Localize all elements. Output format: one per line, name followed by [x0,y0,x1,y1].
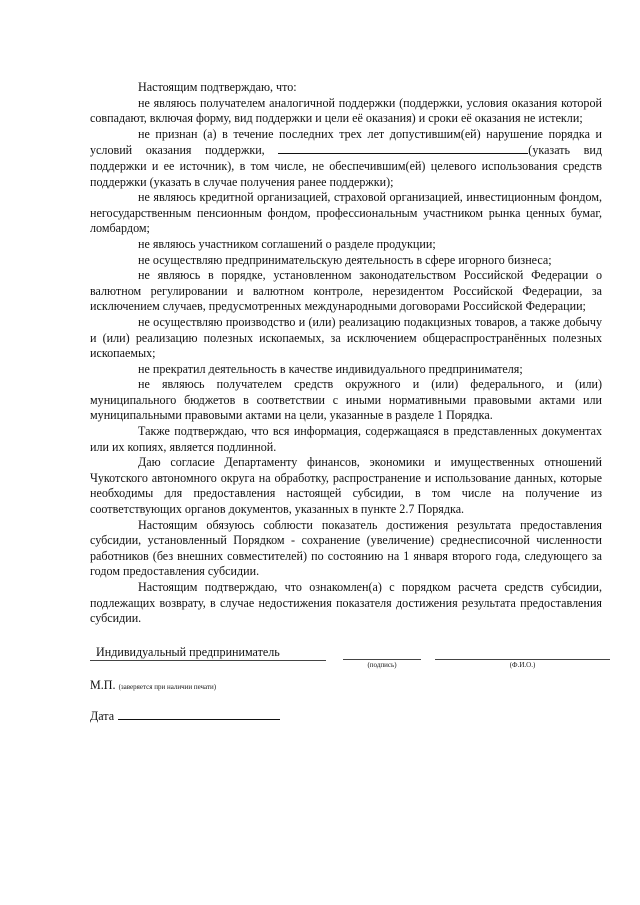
item-not-psa: не являюсь участником соглашений о разделе продукции; [138,236,436,251]
item-not-terminated: не прекратил деятельность в качестве индивидуального предпринимателя; [138,361,523,376]
full-name-caption: (Ф.И.О.) [509,661,536,669]
signature-caption: (подпись) [367,661,397,669]
paragraph-obligation: Настоящим обязуюсь соблюсти показатель достижения результата предоставления субсидии, установленный Порядком - сохранение (увеличение) среднесписочной численности работников (без внешних совместителей) по состоянию на 1 января второго года, следующего за годом предоставления субсидии. [90,517,602,579]
signatory-title: Индивидуальный предприниматель [90,645,326,661]
item-not-nonresident: не являюсь в порядке, установленном законодательством Российской Федерации о валютном регулировании и валютном контроле, нерезидентом Российской Федерации, за исключением случаев, предусмотренных международными договорами Российской Федерации; [90,268,602,314]
document-body [90,80,602,627]
stamp-label: М.П. [90,678,116,692]
paragraph-authenticity: Также подтверждаю, что вся информация, содержащаяся в представленных документах или их копиях, является подлинной. [90,424,602,454]
signature-line[interactable] [343,659,421,660]
date-line[interactable] [118,708,280,720]
item-not-budget-recipient: не являюсь получателем средств окружного и (или) федерального, и (или) муниципального бюджетов в соответствии с иными нормативными правовыми актами или муниципальными правовыми актами на цели, указанные в разделе 1 Порядка. [90,377,602,423]
item-not-violator [90,127,602,190]
paragraph-consent: Даю согласие Департаменту финансов, экономики и имущественных отношений Чукотского автономного округа на обработку, распространение и использование данных, которые необходимы для предоставления настоящей субсидии, в том числе на получение из соответствующих органов документов, указанных в пункте 2.7 Порядка. [90,455,602,517]
item-not-violator-start: не признан (а) в течение последних трех лет допустившим(ей) нарушение порядка и условий оказания поддержки, [90,126,602,158]
date-label: Дата [90,709,115,723]
stamp-place [90,678,216,693]
item-not-excise: не осуществляю производство и (или) реализацию подакцизных товаров, а также добычу и (или) реализацию полезных ископаемых, за исключением общераспространённых полезных ископаемых; [90,314,602,361]
item-not-violator-end: (указать вид поддержки и ее источник), в том числе, не обеспечившим(ей) целевого использования средств поддержки (указать в случае получения ранее поддержки); [90,143,602,189]
support-type-blank[interactable] [278,142,528,154]
paragraph-acquaintance: Настоящим подтверждаю, что ознакомлен(а) с порядком расчета средств субсидии, подлежащих возврату, в случае недостижения показателя достижения результата предоставления субсидии. [90,580,602,626]
item-not-recipient: не являюсь получателем аналогичной поддержки (поддержки, условия оказания которой совпадают, включая форму, вид поддержки и цели её оказания) и сроки её оказания не истекли; [90,95,602,126]
date-field [90,708,280,724]
intro-line: Настоящим подтверждаю, что: [138,80,297,94]
signature-block [90,645,610,675]
stamp-note: (заверяется при наличии печати) [118,683,217,691]
full-name-line[interactable] [435,659,610,660]
item-not-credit-org: не являюсь кредитной организацией, страховой организацией, инвестиционным фондом, негосударственным пенсионным фондом, профессиональным участником рынка ценных бумаг, ломбардом; [90,190,602,236]
item-not-gambling: не осуществляю предпринимательскую деятельность в сфере игорного бизнеса; [138,252,552,267]
